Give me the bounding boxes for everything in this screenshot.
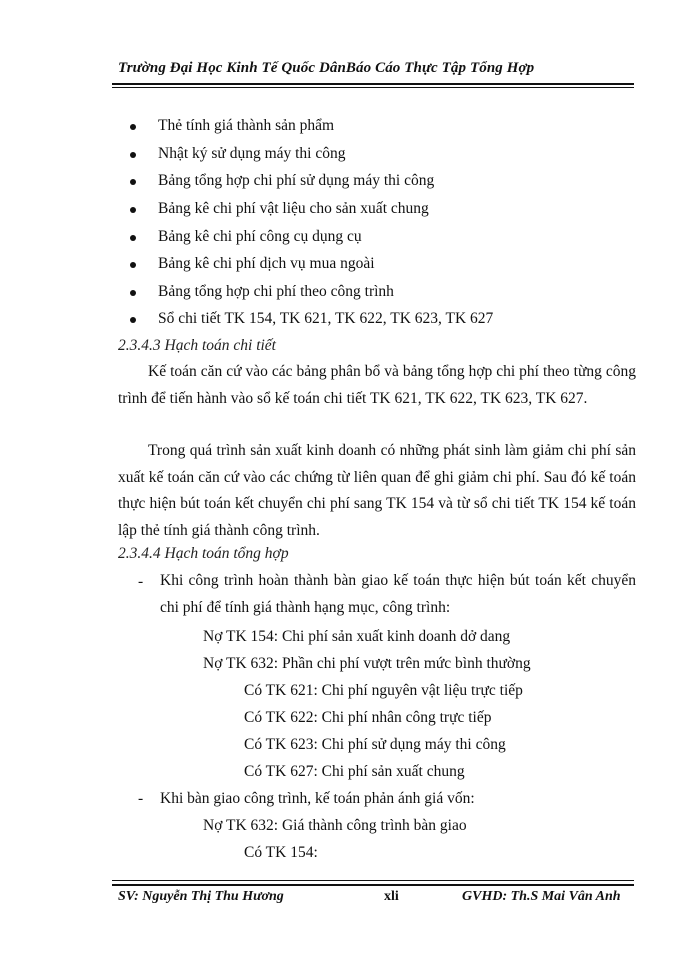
credit-entry: Có TK 622: Chi phí nhân công trực tiếp [244, 709, 492, 726]
section-heading-detailed-accounting: 2.3.4.3 Hạch toán chi tiết [118, 337, 276, 354]
list-item-text: Nhật ký sử dụng máy thi công [158, 145, 346, 162]
bullet-icon [130, 262, 136, 268]
credit-entry: Có TK 154: [244, 844, 318, 861]
dash-marker: - [138, 573, 144, 590]
paragraph-text: Trong quá trình sản xuất kinh doanh có những phát sinh làm giảm chi phí sản xuất kế toán căn cứ vào các chứng từ liên quan để ghi giảm chi phí. Sau đó kế toán thực hiện bút toán kết chuyển chi phí sang TK 154 và từ sổ chi tiết TK 154 kế toán lập thẻ tính giá thành công trình. [118, 442, 636, 539]
bullet-icon [130, 152, 136, 158]
paragraph-text: Kế toán căn cứ vào các bảng phân bổ và bảng tổng hợp chi phí theo từng công trình để tiến hành vào sổ kế toán chi tiết TK 621, TK 622, TK 623, TK 627. [118, 363, 636, 407]
section-heading-general-accounting: 2.3.4.4 Hạch toán tổng hợp [118, 545, 289, 562]
list-item-text: Thẻ tính giá thành sản phẩm [158, 117, 335, 134]
bullet-icon [130, 290, 136, 296]
dash-item-text: Khi công trình hoàn thành bàn giao kế toán thực hiện bút toán kết chuyển chi phí để tính giá thành hạng mục, công trình: [160, 572, 636, 616]
footer-student: SV: Nguyễn Thị Thu Hương [118, 889, 284, 904]
header-rule-thin [112, 87, 634, 88]
bullet-icon [130, 207, 136, 213]
bullet-icon [130, 235, 136, 241]
footer-rule [112, 884, 634, 886]
debit-entry: Nợ TK 632: Phần chi phí vượt trên mức bình thường [203, 655, 531, 672]
credit-entry: Có TK 627: Chi phí sản xuất chung [244, 763, 465, 780]
page-header-title: Trường Đại Học Kinh Tế Quốc DânBáo Cáo Thực Tập Tổng Hợp [118, 60, 535, 76]
bullet-icon [130, 124, 136, 130]
paragraph [118, 359, 636, 412]
bullet-icon [130, 179, 136, 185]
dash-marker: - [138, 790, 144, 807]
credit-entry: Có TK 623: Chi phí sử dụng máy thi công [244, 736, 506, 753]
list-item-text: Bảng tổng hợp chi phí sử dụng máy thi công [158, 172, 435, 189]
list-item-text: Bảng kê chi phí công cụ dụng cụ [158, 228, 362, 245]
credit-entry: Có TK 621: Chi phí nguyên vật liệu trực tiếp [244, 682, 523, 699]
list-item-text: Bảng kê chi phí dịch vụ mua ngoài [158, 255, 375, 272]
paragraph [118, 438, 636, 544]
list-item-text: Bảng tổng hợp chi phí theo công trình [158, 283, 394, 300]
debit-entry: Nợ TK 632: Giá thành công trình bàn giao [203, 817, 467, 834]
debit-entry: Nợ TK 154: Chi phí sản xuất kinh doanh dở dang [203, 628, 511, 645]
page-number: xli [384, 889, 399, 904]
dash-item-text: Khi bàn giao công trình, kế toán phản ánh giá vốn: [160, 790, 475, 807]
list-item-text: Bảng kê chi phí vật liệu cho sản xuất chung [158, 200, 429, 217]
list-item-text: Sổ chi tiết TK 154, TK 621, TK 622, TK 623, TK 627 [158, 310, 494, 327]
footer-rule-thin [112, 880, 634, 881]
header-rule [112, 83, 634, 85]
footer-advisor: GVHD: Th.S Mai Vân Anh [462, 889, 621, 904]
bullet-icon [130, 317, 136, 323]
